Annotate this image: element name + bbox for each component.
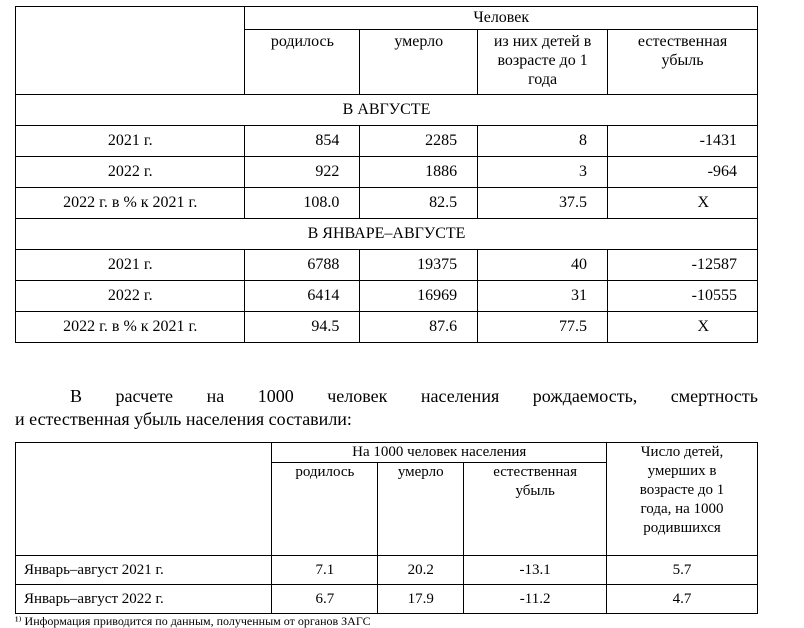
cell-died: 2285: [360, 126, 478, 157]
column-header-born: родилось: [272, 463, 378, 556]
table-header-row: [16, 443, 758, 463]
column-header-infant-mortality: [607, 443, 758, 556]
cell-born: 6788: [245, 250, 360, 281]
cell-infant-mortality-rate: 5.7: [607, 556, 758, 585]
column-header-natural-decrease: [608, 30, 758, 95]
cell-infant-deaths: 37.5: [478, 188, 608, 219]
cell-infant-deaths: 77.5: [478, 312, 608, 343]
column-header-infant-deaths: [478, 30, 608, 95]
row-label: Январь–август 2022 г.: [16, 585, 272, 614]
row-label: 2022 г.: [16, 157, 245, 188]
cell-infant-deaths: 40: [478, 250, 608, 281]
header-empty-cell: [16, 443, 272, 556]
cell-infant-deaths: 31: [478, 281, 608, 312]
table-row: [16, 312, 758, 343]
row-label: Январь–август 2021 г.: [16, 556, 272, 585]
demographics-table: [15, 6, 758, 343]
cell-natural-decrease: X: [608, 312, 758, 343]
cell-died: 16969: [360, 281, 478, 312]
section-row-august: [16, 95, 758, 126]
cell-death-rate: 20.2: [378, 556, 464, 585]
row-label: 2021 г.: [16, 250, 245, 281]
cell-infant-deaths: 8: [478, 126, 608, 157]
paragraph-word: В: [70, 386, 83, 406]
cell-infant-deaths: 3: [478, 157, 608, 188]
natural-decrease-header-text: естественная убыль: [493, 464, 577, 499]
table-row: [16, 126, 758, 157]
paragraph-line-2: и естественная убыль населения составили:: [15, 409, 352, 429]
table-row: [16, 188, 758, 219]
cell-born-rate: 7.1: [272, 556, 378, 585]
row-label: 2021 г.: [16, 126, 245, 157]
cell-infant-mortality-rate: 4.7: [607, 585, 758, 614]
table-row: [16, 157, 758, 188]
paragraph-word: смертность: [670, 386, 758, 406]
section-row-january-august: [16, 219, 758, 250]
natural-decrease-header-text: естественная убыль: [637, 33, 728, 69]
cell-born: 94.5: [245, 312, 360, 343]
cell-born: 854: [245, 126, 360, 157]
paragraph-word: человек: [327, 386, 388, 406]
row-label: 2022 г. в % к 2021 г.: [16, 312, 245, 343]
cell-died: 1886: [360, 157, 478, 188]
paragraph-word: населения: [420, 386, 500, 406]
cell-natural-decrease: X: [608, 188, 758, 219]
header-group-persons: Человек: [245, 7, 758, 30]
header-empty-cell: [16, 7, 245, 95]
row-label: 2022 г.: [16, 281, 245, 312]
section-title: В ЯНВАРЕ–АВГУСТЕ: [16, 219, 758, 250]
table-row: [16, 281, 758, 312]
cell-death-rate: 17.9: [378, 585, 464, 614]
cell-natural-decrease: -964: [608, 157, 758, 188]
paragraph-word: на: [206, 386, 225, 406]
paragraph-word: расчете: [115, 386, 174, 406]
header-group-per-1000: На 1000 человек населения: [272, 443, 607, 463]
cell-natural-decrease: -10555: [608, 281, 758, 312]
column-header-died: умерло: [360, 30, 478, 95]
rates-table: [15, 442, 758, 614]
cell-decrease-rate: -13.1: [464, 556, 607, 585]
cell-died: 19375: [360, 250, 478, 281]
infant-deaths-header-text: из них детей в возрасте до 1 года: [493, 33, 592, 88]
table-row: [16, 250, 758, 281]
cell-decrease-rate: -11.2: [464, 585, 607, 614]
row-label: 2022 г. в % к 2021 г.: [16, 188, 245, 219]
rates-paragraph: [15, 385, 758, 431]
cell-born: 922: [245, 157, 360, 188]
table-row: [16, 585, 758, 614]
section-title: В АВГУСТЕ: [16, 95, 758, 126]
footnote: ¹⁾ Информация приводится по данным, полученным от органов ЗАГС: [15, 614, 371, 628]
cell-born: 6414: [245, 281, 360, 312]
cell-died: 82.5: [360, 188, 478, 219]
cell-natural-decrease: -12587: [608, 250, 758, 281]
table-header-row: [16, 7, 758, 30]
paragraph-line-1: [15, 385, 758, 408]
paragraph-word: рождаемость,: [532, 386, 638, 406]
cell-born-rate: 6.7: [272, 585, 378, 614]
column-header-natural-decrease: [464, 463, 607, 556]
column-header-died: умерло: [378, 463, 464, 556]
cell-natural-decrease: -1431: [608, 126, 758, 157]
infant-mortality-header-text: Число детей, умерших в возрасте до 1 года, на 1000 родившихся: [639, 444, 725, 536]
table-row: [16, 556, 758, 585]
cell-died: 87.6: [360, 312, 478, 343]
column-header-born: родилось: [245, 30, 360, 95]
cell-born: 108.0: [245, 188, 360, 219]
paragraph-word: 1000: [257, 386, 294, 406]
